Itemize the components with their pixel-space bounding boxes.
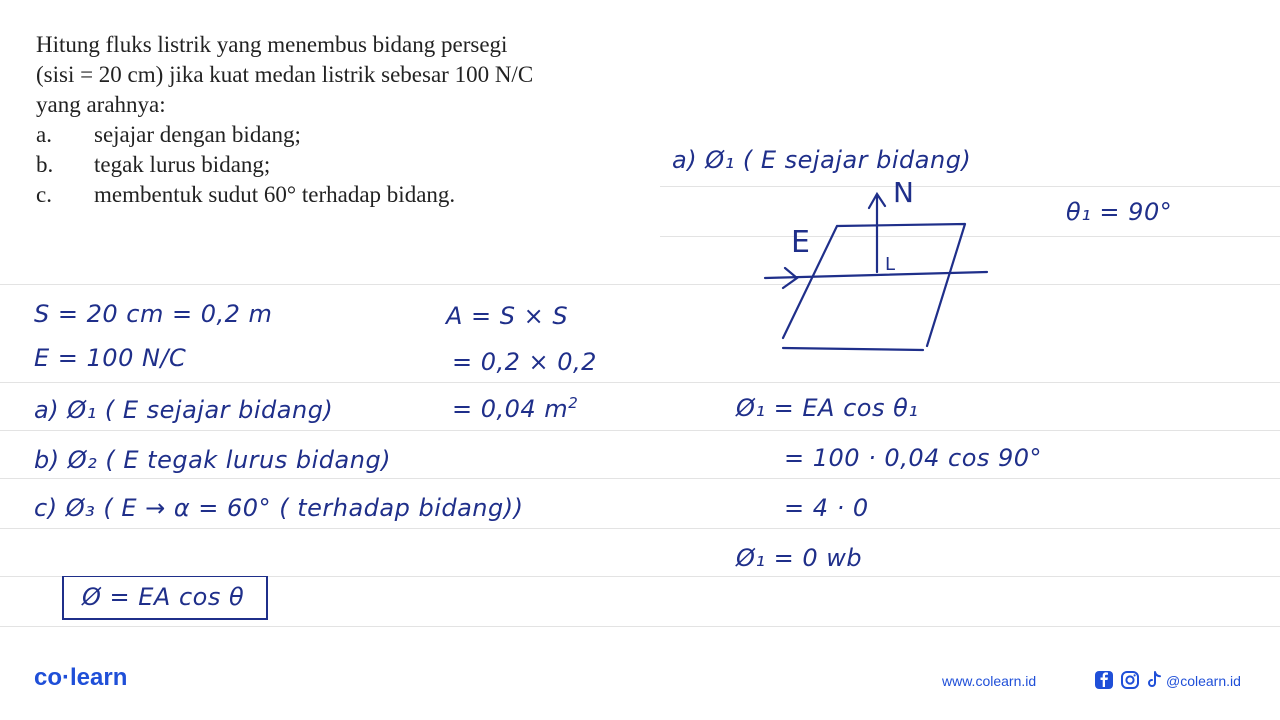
option-text: sejajar dengan bidang; bbox=[94, 122, 301, 147]
ruled-line bbox=[0, 478, 1280, 479]
problem-line: yang arahnya: bbox=[36, 92, 166, 117]
given-side: S = 20 cm = 0,2 m bbox=[34, 300, 273, 328]
option-a bbox=[36, 120, 656, 150]
social-handle[interactable]: @colearn.id bbox=[1166, 673, 1241, 689]
part-c-note: c) Ø₃ ( E → α = 60° ( terhadap bidang)) bbox=[34, 494, 524, 522]
facebook-icon[interactable] bbox=[1094, 670, 1114, 690]
flux-product: = 4 · 0 bbox=[784, 494, 869, 522]
option-text: membentuk sudut 60° terhadap bidang. bbox=[94, 182, 456, 207]
option-text: tegak lurus bidang; bbox=[94, 152, 271, 177]
tiktok-icon[interactable] bbox=[1144, 670, 1164, 690]
plane-edge bbox=[783, 224, 965, 350]
option-c bbox=[36, 180, 656, 210]
website-url[interactable]: www.colearn.id bbox=[942, 673, 1037, 689]
normal-label: N bbox=[893, 180, 914, 209]
area-substitution: = 0,2 × 0,2 bbox=[452, 348, 597, 376]
area-formula: A = S × S bbox=[446, 302, 569, 330]
flux-formula: Ø = EA cos θ bbox=[82, 583, 245, 611]
plane-diagram bbox=[755, 180, 1015, 360]
part-b-note: b) Ø₂ ( E tegak lurus bidang) bbox=[34, 446, 392, 474]
normal-arrow bbox=[869, 194, 885, 272]
colearn-logo: co·learn bbox=[34, 664, 128, 691]
perpendicular-mark: L bbox=[885, 254, 896, 275]
problem-line: Hitung fluks listrik yang menembus bidang persegi bbox=[36, 32, 508, 57]
option-letter: a. bbox=[36, 122, 52, 147]
formula-box bbox=[62, 576, 268, 620]
option-letter: b. bbox=[36, 152, 54, 177]
flux-result: Ø₁ = 0 wb bbox=[736, 544, 863, 572]
part-a-note: a) Ø₁ ( E sejajar bidang) bbox=[34, 396, 334, 424]
option-b bbox=[36, 150, 656, 180]
flux-formula-a: Ø₁ = EA cos θ₁ bbox=[736, 394, 919, 422]
flux-substitution: = 100 · 0,04 cos 90° bbox=[784, 444, 1043, 472]
area-exponent: 2 bbox=[568, 394, 579, 412]
ruled-line bbox=[0, 382, 1280, 383]
field-label: E bbox=[791, 225, 810, 260]
option-letter: c. bbox=[36, 182, 52, 207]
given-field: E = 100 N/C bbox=[34, 344, 187, 372]
area-result bbox=[452, 394, 578, 423]
ruled-line bbox=[0, 626, 1280, 627]
problem-statement bbox=[36, 30, 656, 210]
area-result-value: = 0,04 m bbox=[452, 395, 569, 423]
instagram-icon[interactable] bbox=[1120, 670, 1140, 690]
problem-line: (sisi = 20 cm) jika kuat medan listrik sebesar 100 N/C bbox=[36, 62, 534, 87]
ruled-line bbox=[0, 528, 1280, 529]
ruled-line bbox=[0, 284, 1280, 285]
right-part-a-title: a) Ø₁ ( E sejajar bidang) bbox=[672, 146, 972, 174]
theta-value: θ₁ = 90° bbox=[1066, 198, 1173, 226]
ruled-line bbox=[0, 430, 1280, 431]
